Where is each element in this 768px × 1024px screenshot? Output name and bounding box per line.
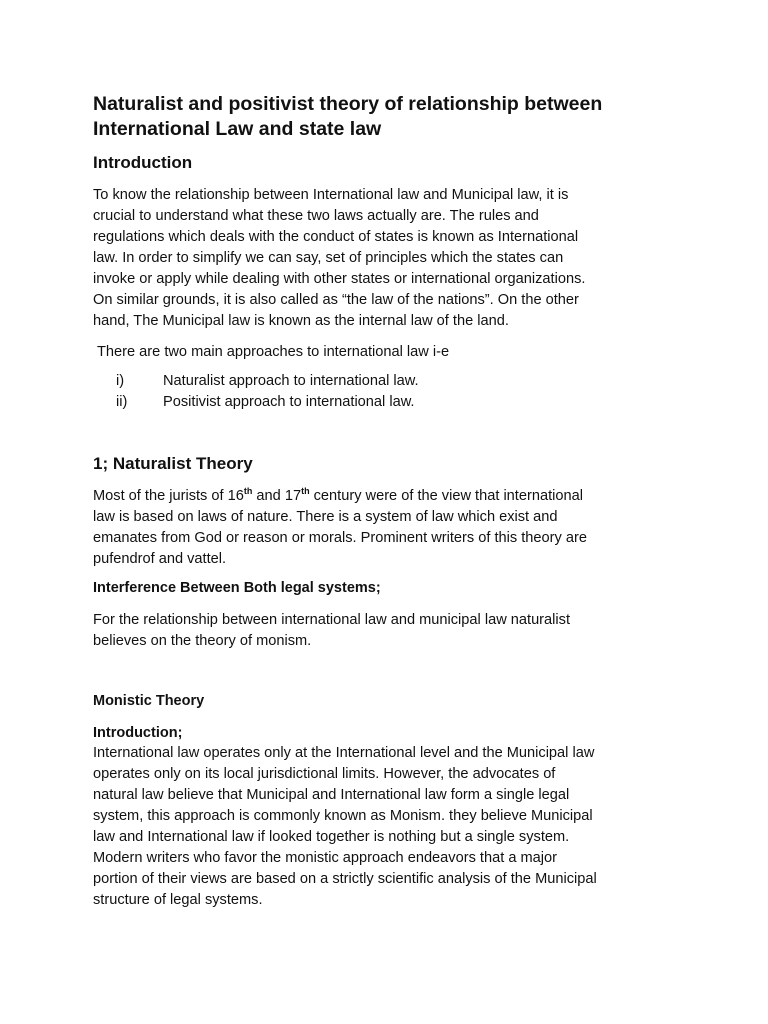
text-line: On similar grounds, it is also called as “the law of the nations”. On the other xyxy=(93,292,579,308)
introduction-paragraph xyxy=(93,185,683,332)
text-line: For the relationship between international law and municipal law naturalist xyxy=(93,612,570,628)
text-run: century were of the view that international xyxy=(309,488,583,504)
superscript: th xyxy=(243,486,253,497)
document-title xyxy=(93,92,713,142)
superscript: th xyxy=(301,486,310,497)
naturalist-theory-heading: 1; Naturalist Theory xyxy=(93,454,253,473)
text-run: and 17 xyxy=(252,488,302,504)
text-line: operates only on its local jurisdictional limits. However, the advocates of xyxy=(93,766,556,782)
text-line: law and International law if looked together is nothing but a single system. xyxy=(93,829,570,845)
list-number: ii) xyxy=(116,394,128,410)
text-line: law. In order to simplify we can say, set of principles which the states can xyxy=(93,250,564,266)
interference-paragraph xyxy=(93,610,683,652)
monistic-theory-heading: Monistic Theory xyxy=(93,693,205,709)
interference-heading: Interference Between Both legal systems; xyxy=(93,580,381,596)
approaches-intro: There are two main approaches to international law i-e xyxy=(97,344,450,360)
text-line: International law operates only at the International level and the Municipal law xyxy=(93,745,595,761)
text-line: system, this approach is commonly known as Monism. they believe Municipal xyxy=(93,808,593,824)
text-line: Modern writers who favor the monistic approach endeavors that a major xyxy=(93,850,557,866)
text-run: Most of the jurists of 16 xyxy=(93,488,244,504)
text-line: To know the relationship between International law and Municipal law, it is xyxy=(93,187,569,203)
text-line: hand, The Municipal law is known as the internal law of the land. xyxy=(93,313,509,329)
text-line: emanates from God or reason or morals. Prominent writers of this theory are xyxy=(93,530,587,546)
text-line xyxy=(93,486,683,507)
text-line: invoke or apply while dealing with other states or international organizations. xyxy=(93,271,586,287)
list-number: i) xyxy=(116,373,125,389)
list-text: Positivist approach to international law. xyxy=(163,394,415,410)
text-line: regulations which deals with the conduct of states is known as International xyxy=(93,229,579,245)
naturalist-paragraph xyxy=(93,486,683,570)
monistic-paragraph xyxy=(93,743,683,911)
text-line: law is based on laws of nature. There is a system of law which exist and xyxy=(93,509,558,525)
text-line: believes on the theory of monism. xyxy=(93,633,312,649)
title-line: Naturalist and positivist theory of relationship between xyxy=(93,93,603,115)
text-line: portion of their views are based on a strictly scientific analysis of the Municipal xyxy=(93,871,597,887)
list-text: Naturalist approach to international law. xyxy=(163,373,419,389)
introduction-heading: Introduction xyxy=(93,153,193,172)
text-line: natural law believe that Municipal and International law form a single legal xyxy=(93,787,570,803)
text-line: crucial to understand what these two laws actually are. The rules and xyxy=(93,208,539,224)
monistic-introduction-heading: Introduction; xyxy=(93,725,183,741)
text-line: pufendrof and vattel. xyxy=(93,551,227,567)
title-line: International Law and state law xyxy=(93,118,382,140)
text-line: structure of legal systems. xyxy=(93,892,263,908)
